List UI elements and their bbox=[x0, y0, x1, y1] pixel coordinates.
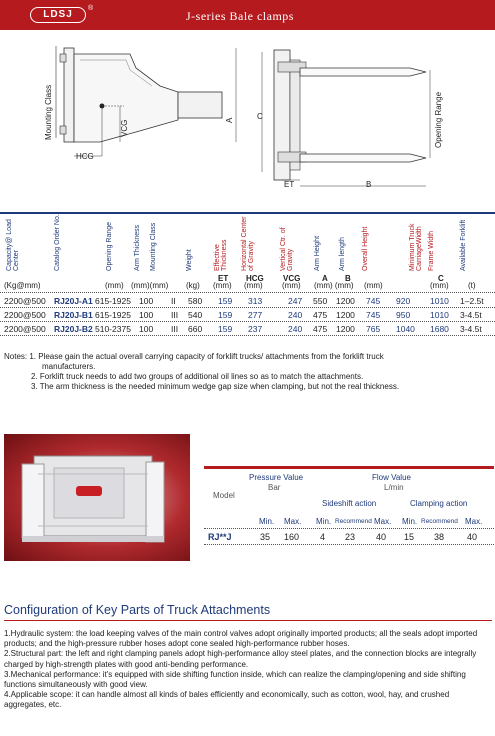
cell-hcg: 277 bbox=[248, 310, 263, 320]
row-divider bbox=[0, 321, 495, 322]
opening-range-label: Opening Range bbox=[434, 91, 443, 148]
spec-bottom-rule bbox=[204, 544, 494, 545]
cell-weight: 660 bbox=[188, 324, 203, 334]
config-rule bbox=[4, 620, 492, 621]
spec-s-max: 40 bbox=[376, 532, 387, 542]
column-header: Frame Width bbox=[428, 230, 435, 271]
row-divider bbox=[0, 335, 495, 336]
cell-et: 159 bbox=[218, 310, 233, 320]
clamping-rec-header: Recommend bbox=[421, 518, 458, 525]
cell-arm: 100 bbox=[139, 310, 154, 320]
top-view-diagram bbox=[250, 40, 450, 190]
column-header: Overall Height bbox=[362, 226, 369, 271]
et-label: ET bbox=[284, 180, 295, 189]
column-header: Catalog Order No. bbox=[54, 214, 61, 271]
spec-c-rec: 38 bbox=[434, 532, 445, 542]
unit-vcg: (mm) bbox=[282, 281, 301, 290]
pressure-max-header: Max. bbox=[284, 517, 302, 526]
pressure-flow-table bbox=[204, 466, 494, 546]
column-header: Available Forklift bbox=[460, 219, 467, 271]
cell-arm-l: 1200 bbox=[336, 324, 355, 334]
spec-s-min: 4 bbox=[320, 532, 326, 542]
unit-weight: (kg) bbox=[186, 281, 200, 290]
cell-arm: 100 bbox=[139, 324, 154, 334]
column-header: Arm Height bbox=[314, 235, 321, 271]
clamping-max-header: Max. bbox=[465, 517, 483, 526]
cell-opening: 615-1925 bbox=[95, 296, 131, 306]
column-header: Capacity@ Load Center bbox=[6, 219, 20, 271]
cell-hcg: 313 bbox=[248, 296, 263, 306]
cell-arm-l: 1200 bbox=[336, 296, 355, 306]
cell-model: RJ20J-B2 bbox=[54, 324, 93, 334]
pressure-min-header: Min. bbox=[259, 517, 275, 526]
notes bbox=[4, 352, 492, 392]
pressure-header: Pressure Value bbox=[249, 473, 304, 482]
spec-model: RJ**J bbox=[208, 532, 232, 542]
cell-vcg: 240 bbox=[288, 324, 303, 334]
config-item-mechanical: 3.Mechanical performance: it's equipped with side shifting function inside, which can realize the clamping/opening and side shifting functions simultaneously with good view. bbox=[4, 669, 466, 690]
note-3: 3. The arm thickness is the needed minimum wedge gap size when clamping, but not the real thickness. bbox=[31, 382, 400, 391]
spec-c-min: 15 bbox=[404, 532, 415, 542]
cell-forklift: 3-4.5t bbox=[460, 310, 482, 320]
column-header: Horizontal Center of Gravity bbox=[241, 216, 255, 271]
cell-arm-h: 475 bbox=[313, 324, 328, 334]
cell-min-w: 920 bbox=[396, 296, 411, 306]
column-header: Effective Thickness bbox=[214, 239, 228, 271]
cell-frame: 1010 bbox=[430, 296, 449, 306]
unit-a-label: A bbox=[322, 274, 328, 283]
unit-hcg: (mm) bbox=[244, 281, 263, 290]
cell-arm-l: 1200 bbox=[336, 310, 355, 320]
unit-vcg-label: VCG bbox=[283, 274, 301, 283]
cell-arm: 100 bbox=[139, 296, 154, 306]
cell-min-w: 1040 bbox=[396, 324, 415, 334]
cell-opening: 510-2375 bbox=[95, 324, 131, 334]
brand-logo: LDSJ bbox=[30, 7, 86, 23]
cell-overall: 765 bbox=[366, 324, 381, 334]
cell-frame: 1010 bbox=[430, 310, 449, 320]
spec-p-max: 160 bbox=[284, 532, 300, 542]
cell-forklift: 3-4.5t bbox=[460, 324, 482, 334]
spec-divider bbox=[204, 528, 494, 529]
cell-class: III bbox=[171, 324, 179, 334]
flow-unit: L/min bbox=[384, 483, 404, 492]
clamping-header: Clamping action bbox=[410, 499, 468, 508]
config-item-structural: 2.Structural part: the left and right clamping panels adopt high-performance alloy steel plates, and the connection blocks are integrally charged by high-strength plates with good anti-bending performance. bbox=[4, 649, 477, 669]
config-title: Configuration of Key Parts of Truck Attachments bbox=[4, 603, 271, 617]
config-item-hydraulic: 1.Hydraulic system: the load keeping valves of the main control valves adopt originally imported products; all the seals adopt imported products; and the high-pressure rubber hoses adopt cone sealed high-performance rubber hoses. bbox=[4, 629, 478, 649]
cell-forklift: 1–2.5t bbox=[460, 296, 484, 306]
spec-c-max: 40 bbox=[467, 532, 478, 542]
unit-forklift: (t) bbox=[468, 281, 476, 290]
unit-frame: (mm) bbox=[430, 281, 449, 290]
column-header: Minimum Truck CarriageWidth bbox=[409, 223, 423, 271]
registered-mark: ® bbox=[88, 5, 94, 12]
cell-weight: 580 bbox=[188, 296, 203, 306]
cell-min-w: 950 bbox=[396, 310, 411, 320]
row-divider bbox=[0, 292, 495, 293]
unit-overall: (mm) bbox=[364, 281, 383, 290]
config-body bbox=[4, 629, 492, 711]
sideshift-header: Sideshift action bbox=[322, 499, 377, 508]
sideshift-max-header: Max. bbox=[374, 517, 392, 526]
unit-b-label: B bbox=[345, 274, 351, 283]
cell-capacity: 2200@500 bbox=[4, 296, 46, 306]
a-dimension-label: A bbox=[225, 117, 234, 123]
cell-capacity: 2200@500 bbox=[4, 310, 46, 320]
sideshift-min-header: Min. bbox=[316, 517, 332, 526]
flow-header: Flow Value bbox=[372, 473, 411, 482]
cell-arm-h: 550 bbox=[313, 296, 328, 306]
cell-weight: 540 bbox=[188, 310, 203, 320]
unit-capacity: (Kg@mm) bbox=[4, 281, 41, 290]
row-divider bbox=[0, 307, 495, 308]
unit-et-label: ET bbox=[218, 274, 229, 283]
cell-vcg: 247 bbox=[288, 296, 303, 306]
unit-thickness-class: (mm)(mm) bbox=[131, 281, 169, 290]
note-1-cont: manufacturers. bbox=[42, 362, 96, 371]
side-view-diagram bbox=[40, 40, 250, 170]
b-dimension-label: B bbox=[366, 180, 372, 189]
column-header: Arm length bbox=[339, 237, 346, 271]
cell-et: 159 bbox=[218, 324, 233, 334]
product-photo bbox=[4, 434, 190, 561]
spec-s-rec: 23 bbox=[345, 532, 356, 542]
table-row bbox=[0, 323, 495, 335]
column-header: Arm Thickness bbox=[134, 224, 141, 271]
vcg-label: VCG bbox=[120, 119, 129, 137]
unit-frame-label: C bbox=[438, 274, 444, 283]
column-header: Opening Range bbox=[106, 221, 113, 271]
cell-arm-h: 475 bbox=[313, 310, 328, 320]
note-2: 2. Forklift truck needs to add two groups of additional oil lines so as to match the attachments. bbox=[31, 372, 364, 381]
cell-class: III bbox=[171, 310, 179, 320]
cell-capacity: 2200@500 bbox=[4, 324, 46, 334]
sideshift-rec-header: Recommend bbox=[335, 518, 372, 525]
unit-opening: (mm) bbox=[105, 281, 124, 290]
hcg-label: HCG bbox=[76, 152, 94, 161]
cell-overall: 745 bbox=[366, 296, 381, 306]
model-header: Model bbox=[213, 491, 235, 500]
clamping-min-header: Min. bbox=[402, 517, 418, 526]
table-row bbox=[0, 309, 495, 321]
column-header: Weight bbox=[186, 249, 193, 271]
note-1: Notes: 1. Please gain the actual overall carrying capacity of forklift trucks/ attachments from the forklift truck bbox=[4, 352, 384, 361]
config-item-scope: 4.Applicable scope: it can handle almost all kinds of bales efficiently and economically, such as cotton, wool, hay, and crushed aggregates, etc. bbox=[4, 690, 450, 710]
spec-p-min: 35 bbox=[260, 532, 271, 542]
column-header: Mounting Class bbox=[150, 222, 157, 271]
cell-hcg: 237 bbox=[248, 324, 263, 334]
cell-frame: 1680 bbox=[430, 324, 449, 334]
cell-et: 159 bbox=[218, 296, 233, 306]
unit-ab: (mm) (mm) bbox=[314, 281, 354, 290]
cell-class: II bbox=[171, 296, 176, 306]
cell-overall: 745 bbox=[366, 310, 381, 320]
cell-opening: 615-1925 bbox=[95, 310, 131, 320]
cell-model: RJ20J-A1 bbox=[54, 296, 93, 306]
unit-hcg-label: HCG bbox=[246, 274, 264, 283]
cell-vcg: 240 bbox=[288, 310, 303, 320]
cell-model: RJ20J-B1 bbox=[54, 310, 93, 320]
mounting-class-label: Mounting Class bbox=[44, 84, 53, 140]
c-dimension-label: C bbox=[257, 112, 263, 121]
column-header: Vertical Ctr. of Gravity bbox=[280, 227, 294, 271]
page-title: J-series Bale clamps bbox=[186, 9, 294, 23]
unit-et: (mm) bbox=[213, 281, 232, 290]
pressure-unit: Bar bbox=[268, 483, 281, 492]
table-row bbox=[0, 295, 495, 307]
